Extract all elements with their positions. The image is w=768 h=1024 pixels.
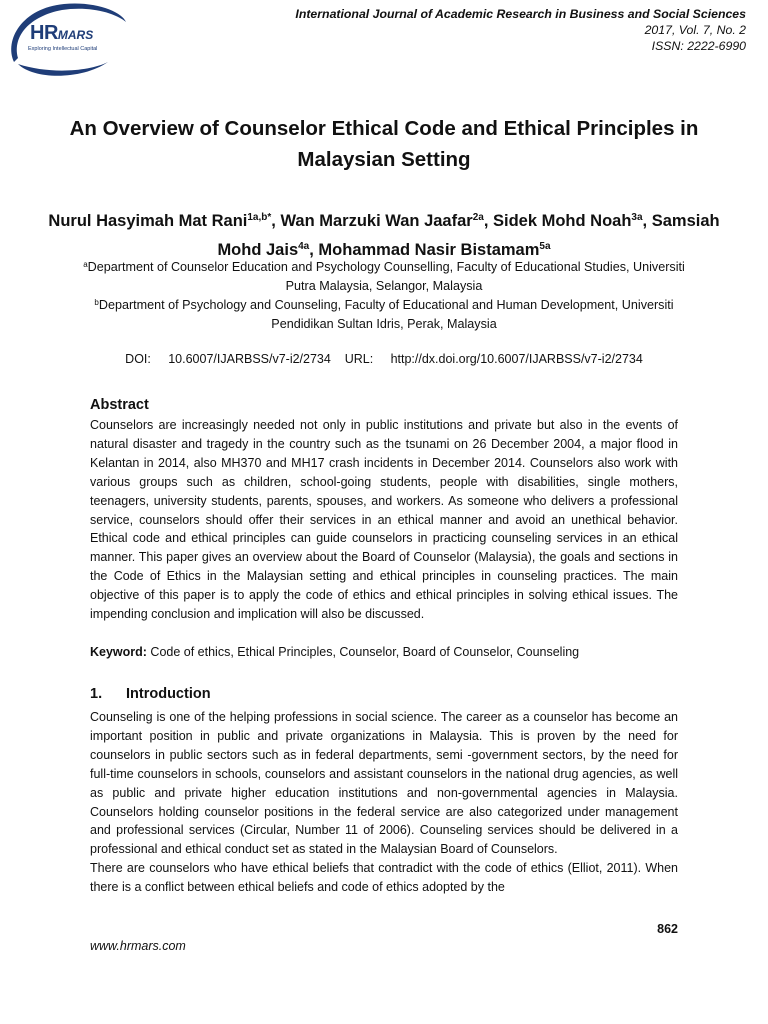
section-title: Introduction [126, 686, 211, 702]
keywords-text: Code of ethics, Ethical Principles, Counselor, Board of Counselor, Counseling [146, 645, 580, 659]
author-separator: , [309, 241, 319, 259]
author-name: Nurul Hasyimah Mat Rani [48, 212, 248, 230]
logo-wordmark [30, 22, 93, 45]
logo-tagline: Exploring Intellectual Capital [28, 46, 98, 52]
author-affiliation-mark: 1a,b* [247, 212, 272, 223]
journal-logo [4, 0, 128, 80]
author-separator: , [642, 212, 652, 230]
section-heading-introduction [90, 686, 211, 702]
logo-suffix: MARS [57, 28, 94, 42]
author-affiliation-mark: 5a [539, 241, 551, 252]
abstract-body [90, 416, 678, 624]
doi-line: DOI: 10.6007/IJARBSS/v7-i2/2734 URL: http://dx.doi.org/10.6007/IJARBSS/v7-i2/2734 [125, 352, 643, 366]
journal-issn: ISSN: 2222-6990 [651, 39, 746, 53]
affiliation-mark: a [83, 260, 88, 269]
section-number: 1. [90, 686, 103, 702]
introduction-body [90, 708, 678, 897]
page-number: 862 [657, 922, 678, 936]
abstract-paragraph: Counselors are increasingly needed not only in public institutions and private but also in the events of natural disaster and tragedy in the country such as the tsunami on 26 December 2004, a major flood in Kelantan in 2014, also MH370 and MH17 crash incidents in December 2014. Counselors also work with various groups such as children, school-going students, people with disabilities, single mothers, teenagers, university students, parents, spouses, and workers. As someone who delivers a professional service, counselors should offer their services in an ethical manner and avoid an unethical behavior. Ethical code and ethical principles can guide counselors in practicing counseling services in an ethical manner. This paper gives an overview about the Board of Counselor (Malaysia), the goals and sections in the Code of Ethics in the Malaysian setting and ethical principles in counseling practices. The main objective of this paper is to apply the code of ethics and ethical principles in solving ethical issues. The impending conclusion and implication will also be discussed. [90, 418, 678, 622]
footer-website: www.hrmars.com [90, 939, 186, 953]
author-name: Samsiah Mohd Jais [217, 212, 720, 259]
affiliation-text: Department of Counselor Education and Psychology Counselling, Faculty of Educational Studies, Universiti Putra Malaysia, Selangor, Malaysia [87, 260, 685, 293]
affiliation-text: Department of Psychology and Counseling, Faculty of Educational and Human Development, Universiti Pendidikan Sultan Idris, Perak, Malaysia [98, 298, 674, 331]
journal-name: International Journal of Academic Research in Business and Social Sciences [295, 7, 746, 21]
paper-title: An Overview of Counselor Ethical Code and Ethical Principles in Malaysian Setting [69, 117, 699, 171]
introduction-paragraph: There are counselors who have ethical beliefs that contradict with the code of ethics (Elliot, 2011). When there is a conflict between ethical beliefs and code of ethics adopted by the [90, 861, 678, 895]
author-affiliation-mark: 3a [631, 212, 643, 223]
author-separator: , [483, 212, 493, 230]
keywords [90, 645, 579, 659]
affiliation-b [70, 294, 698, 333]
affiliation-a [70, 256, 698, 295]
affiliation-mark: b [94, 298, 99, 307]
logo-main: HR [30, 22, 58, 44]
author-separator: , [271, 212, 281, 230]
author-affiliation-mark: 4a [298, 241, 310, 252]
author-name: Wan Marzuki Wan Jaafar [280, 212, 473, 230]
keywords-label: Keyword: [90, 645, 147, 659]
journal-header [295, 6, 746, 54]
abstract-heading: Abstract [90, 397, 149, 413]
author-name: Mohammad Nasir Bistamam [318, 241, 540, 259]
author-list [40, 205, 728, 263]
author-name: Sidek Mohd Noah [493, 212, 632, 230]
introduction-paragraph: Counseling is one of the helping professions in social science. The career as a counselor has become an important position in public and private organizations in Malaysia. This is proven by the need for counselors in public sectors such as in federal departments, semi -government sectors, by the need for full-time counselors in schools, counselors and assistant counselors in the national drug agencies, as well as public and private higher education institutions and non-governmental agencies in Malaysia. Counselors holding counselor positions in the federal service are also categorized under management and professional services (Circular, Number 11 of 2006). Counseling services should be delivered in a professional and ethical conduct set as stated in the Malaysian Board of Counselors. [90, 710, 678, 857]
author-affiliation-mark: 2a [472, 212, 484, 223]
journal-volume: 2017, Vol. 7, No. 2 [644, 23, 746, 37]
